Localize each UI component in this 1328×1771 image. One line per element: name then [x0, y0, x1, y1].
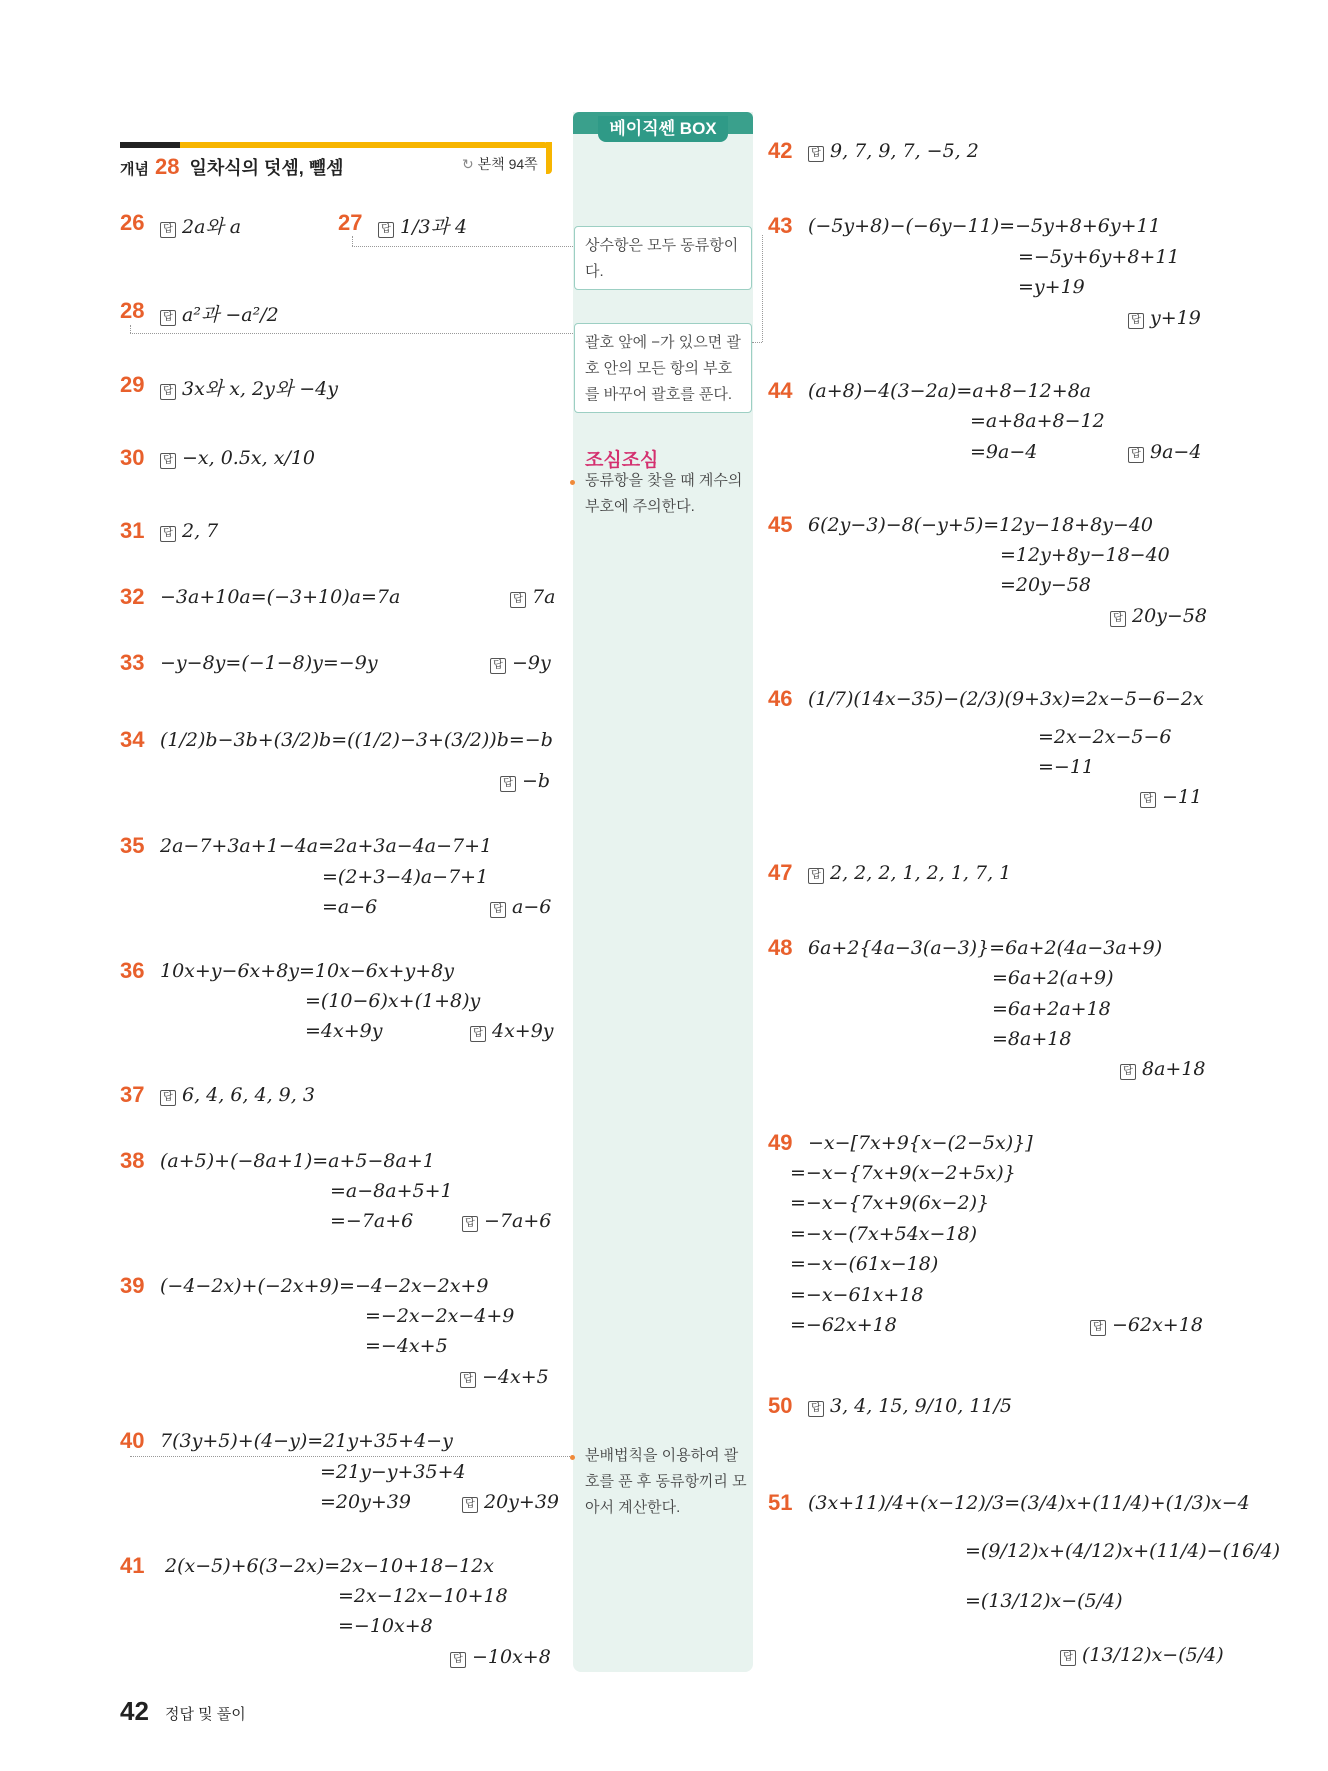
concept-bar-end: [546, 142, 552, 174]
concept-bar-yellow: [180, 142, 550, 148]
note-distributive: 분배법칙을 이용하여 괄호를 푼 후 동류항끼리 모아서 계산한다.: [585, 1447, 747, 1516]
footer-label: 정답 및 풀이: [165, 1706, 246, 1723]
solution-line: (a+5)+(−8a+1)=a+5−8a+1: [160, 1150, 435, 1172]
answer-mark: 답: [808, 146, 824, 162]
answer-mark: 답: [1090, 1320, 1106, 1336]
answer-text: 8a+18: [1142, 1058, 1206, 1080]
solution-line: =−x−(7x+54x−18): [790, 1223, 978, 1245]
answer-text: 1/3과 4: [400, 216, 468, 238]
problem-number: 32: [120, 584, 145, 609]
note-bracket-minus: 괄호 앞에 −가 있으면 괄호 안의 모든 항의 부호를 바꾸어 괄호를 푼다.: [574, 323, 752, 413]
answer: [450, 1646, 551, 1668]
answer: [490, 652, 551, 674]
problem-number: 36: [120, 958, 145, 983]
solution-line: =y+19: [1018, 276, 1085, 298]
solution-line: =a−8a+5+1: [330, 1180, 453, 1202]
caution-dot: [570, 480, 575, 485]
answer-mark: 답: [460, 1372, 476, 1388]
concept-keyword: 개념: [120, 161, 149, 178]
answer-text: 2a와 a: [182, 216, 242, 238]
answer-line: [160, 447, 315, 469]
answer-mark: 답: [1140, 792, 1156, 808]
solution-line: =20y+39: [320, 1491, 411, 1513]
solution-line: 6a+2{4a−3(a−3)}=6a+2(4a−3a+9): [808, 937, 1163, 959]
concept-number: 28: [154, 154, 180, 179]
answer: [1090, 1314, 1203, 1336]
solution-line: =8a+18: [992, 1028, 1072, 1050]
leader-43-v: [762, 235, 763, 342]
problem-number: 31: [120, 518, 145, 543]
leader-27-v: [352, 236, 353, 246]
solution-line: −x−[7x+9{x−(2−5x)}]: [808, 1132, 1033, 1154]
answer-text: (13/12)x−(5/4): [1082, 1644, 1224, 1666]
solution-line: 2(x−5)+6(3−2x)=2x−10+18−12x: [165, 1555, 495, 1577]
concept-ref-text: 본책 94쪽: [477, 156, 538, 172]
concept-bar-dark: [120, 142, 180, 148]
answer-mark: 답: [450, 1652, 466, 1668]
answer-mark: 답: [500, 776, 516, 792]
answer-text: 9a−4: [1150, 441, 1202, 463]
answer-text: −11: [1162, 786, 1203, 808]
answer: [1120, 1058, 1206, 1080]
answer: [490, 896, 551, 918]
leader-43: [752, 342, 762, 343]
solution-line: (a+8)−4(3−2a)=a+8−12+8a: [808, 380, 1092, 402]
answer-mark: 답: [808, 1401, 824, 1417]
solution-line: (1/2)b−3b+(3/2)b=((1/2)−3+(3/2))b=−b: [160, 729, 553, 751]
solution-line: =−11: [1038, 756, 1095, 778]
solution-line: =2x−12x−10+18: [338, 1585, 508, 1607]
answer-text: 2, 7: [182, 520, 219, 542]
problem-number: 49: [768, 1130, 793, 1155]
answer-mark: 답: [462, 1216, 478, 1232]
answer-mark: 답: [808, 868, 824, 884]
answer-text: −9y: [512, 652, 551, 674]
answer-text: −x, 0.5x, x/10: [182, 447, 316, 469]
problem-number: 48: [768, 935, 793, 960]
solution-line: 7(3y+5)+(4−y)=21y+35+4−y: [160, 1430, 453, 1452]
answer-mark: 답: [462, 1497, 478, 1513]
problem-number: 43: [768, 213, 793, 238]
problem-number: 42: [768, 138, 793, 163]
answer: [1060, 1644, 1224, 1666]
concept-title: 일차식의 덧셈, 뺄셈: [189, 158, 344, 178]
solution-line: =−4x+5: [365, 1335, 448, 1357]
answer-text: 3, 4, 15, 9/10, 11/5: [830, 1395, 1013, 1417]
answer-line: [160, 374, 338, 401]
problem-number: 40: [120, 1428, 145, 1453]
leader-28-v: [130, 325, 131, 333]
problem-number: 28: [120, 298, 145, 323]
answer-mark: 답: [510, 592, 526, 608]
note-dot: [570, 1455, 575, 1460]
problem-number: 27: [338, 210, 363, 235]
answer-text: 7a: [532, 586, 556, 608]
answer: [462, 1210, 551, 1232]
answer-line: [808, 140, 979, 162]
problem-number: 29: [120, 372, 145, 397]
problem-number: 46: [768, 686, 793, 711]
solution-line: (−5y+8)−(−6y−11)=−5y+8+6y+11: [808, 215, 1161, 237]
answer-line: [160, 212, 241, 239]
answer-line: [160, 520, 218, 542]
answer-text: a−6: [512, 896, 552, 918]
answer-mark: 답: [160, 453, 176, 469]
problem-number: 51: [768, 1490, 793, 1515]
solution-line: =−10x+8: [338, 1615, 433, 1637]
problem-number: 33: [120, 650, 145, 675]
answer-mark: 답: [490, 902, 506, 918]
answer-text: 6, 4, 6, 4, 9, 3: [182, 1084, 315, 1106]
answer-mark: 답: [160, 1090, 176, 1106]
answer-mark: 답: [1110, 611, 1126, 627]
problem-number: 45: [768, 512, 793, 537]
answer: [460, 1366, 549, 1388]
problem-number: 35: [120, 833, 145, 858]
solution-line: (3x+11)/4+(x−12)/3=(3/4)x+(11/4)+(1/3)x−4: [808, 1492, 1250, 1514]
answer: [462, 1491, 559, 1513]
solution-line: −y−8y=(−1−8)y=−9y: [160, 652, 378, 674]
problem-number: 39: [120, 1273, 145, 1298]
solution-line: −3a+10a=(−3+10)a=7a: [160, 586, 401, 608]
problem-number: 38: [120, 1148, 145, 1173]
solution-line: =−7a+6: [330, 1210, 414, 1232]
answer-text: 20y+39: [484, 1491, 560, 1513]
solution-line: =−x−{7x+9(6x−2)}: [790, 1192, 990, 1214]
answer-mark: 답: [378, 222, 394, 238]
answer-text: 4x+9y: [492, 1020, 554, 1042]
leader-28: [130, 333, 573, 334]
problem-number: 50: [768, 1393, 793, 1418]
answer-text: −4x+5: [482, 1366, 549, 1388]
answer-mark: 답: [160, 310, 176, 326]
solution-line: =−2x−2x−4+9: [365, 1305, 515, 1327]
solution-line: =12y+8y−18−40: [1000, 544, 1170, 566]
solution-line: =9a−4: [970, 441, 1038, 463]
solution-line: =(2+3−4)a−7+1: [322, 866, 489, 888]
answer-text: 3x와 x, 2y와 −4y: [182, 378, 338, 400]
problem-number: 26: [120, 210, 145, 235]
answer-line: [160, 1084, 315, 1106]
answer-text: a²과 −a²/2: [182, 304, 279, 326]
answer-mark: 답: [1120, 1064, 1136, 1080]
concept-heading: [120, 154, 344, 180]
solution-line: =(9/12)x+(4/12)x+(11/4)−(16/4): [965, 1540, 1281, 1562]
solution-line: =21y−y+35+4: [320, 1461, 466, 1483]
solution-line: =−5y+6y+8+11: [1018, 246, 1180, 268]
answer: [1140, 786, 1202, 808]
solution-line: =−x−(61x−18): [790, 1253, 939, 1275]
problem-number: 47: [768, 860, 793, 885]
answer-text: y+19: [1150, 307, 1201, 329]
note-constant-terms: 상수항은 모두 동류항이다.: [574, 226, 752, 290]
solution-line: =6a+2a+18: [992, 998, 1111, 1020]
solution-line: =−x−61x+18: [790, 1284, 924, 1306]
answer-text: 2, 2, 2, 1, 2, 1, 7, 1: [830, 862, 1012, 884]
answer-line: [378, 212, 467, 239]
problem-number: 34: [120, 727, 145, 752]
answer-mark: 답: [160, 384, 176, 400]
solution-line: (1/7)(14x−35)−(2/3)(9+3x)=2x−5−6−2x: [808, 688, 1204, 710]
answer-text: −10x+8: [472, 1646, 551, 1668]
solution-line: (−4−2x)+(−2x+9)=−4−2x−2x+9: [160, 1275, 489, 1297]
solution-line: =4x+9y: [305, 1020, 383, 1042]
concept-reference: [462, 154, 538, 174]
solution-line: =a−6: [322, 896, 378, 918]
solution-line: =20y−58: [1000, 574, 1091, 596]
problem-number: 44: [768, 378, 793, 403]
answer-text: −b: [522, 770, 551, 792]
answer: [1110, 605, 1207, 627]
answer-mark: 답: [160, 526, 176, 542]
problem-number: 41: [120, 1553, 145, 1578]
solution-line: =6a+2(a+9): [992, 967, 1114, 989]
answer: [1128, 441, 1201, 463]
solution-line: =a+8a+8−12: [970, 410, 1105, 432]
page-number: 42: [120, 1696, 149, 1726]
solution-line: =(10−6)x+(1+8)y: [305, 990, 481, 1012]
answer-mark: 답: [490, 658, 506, 674]
caution-title: 조심조심: [585, 450, 659, 471]
problem-number: 37: [120, 1082, 145, 1107]
answer: [510, 586, 555, 608]
answer-mark: 답: [1128, 313, 1144, 329]
answer: [470, 1020, 554, 1042]
answer-text: 9, 7, 9, 7, −5, 2: [830, 140, 979, 162]
answer: [500, 770, 550, 792]
sidebar-title: 베이직쎈 BOX: [598, 116, 728, 142]
answer-text: −62x+18: [1112, 1314, 1203, 1336]
answer-mark: 답: [1128, 447, 1144, 463]
answer-line: [808, 862, 1011, 884]
answer-line: [808, 1395, 1012, 1417]
answer-text: −7a+6: [484, 1210, 552, 1232]
leader-40: [130, 1456, 570, 1457]
answer: [1128, 307, 1201, 329]
answer-mark: 답: [470, 1026, 486, 1042]
problem-number: 30: [120, 445, 145, 470]
solution-line: =(13/12)x−(5/4): [965, 1590, 1123, 1612]
answer-mark: 답: [1060, 1650, 1076, 1666]
solution-line: =−x−{7x+9(x−2+5x)}: [790, 1162, 1016, 1184]
solution-line: =2x−2x−5−6: [1038, 726, 1172, 748]
solution-line: 6(2y−3)−8(−y+5)=12y−18+8y−40: [808, 514, 1154, 536]
solution-line: 2a−7+3a+1−4a=2a+3a−4a−7+1: [160, 835, 493, 857]
solution-line: 10x+y−6x+8y=10x−6x+y+8y: [160, 960, 454, 982]
answer-line: [160, 300, 279, 327]
reference-icon: ↻: [462, 156, 474, 172]
solution-line: =−62x+18: [790, 1314, 897, 1336]
answer-mark: 답: [160, 222, 176, 238]
caution-text: 동류항을 찾을 때 계수의 부호에 주의한다.: [585, 472, 743, 515]
answer-text: 20y−58: [1132, 605, 1208, 627]
leader-27: [352, 246, 573, 247]
